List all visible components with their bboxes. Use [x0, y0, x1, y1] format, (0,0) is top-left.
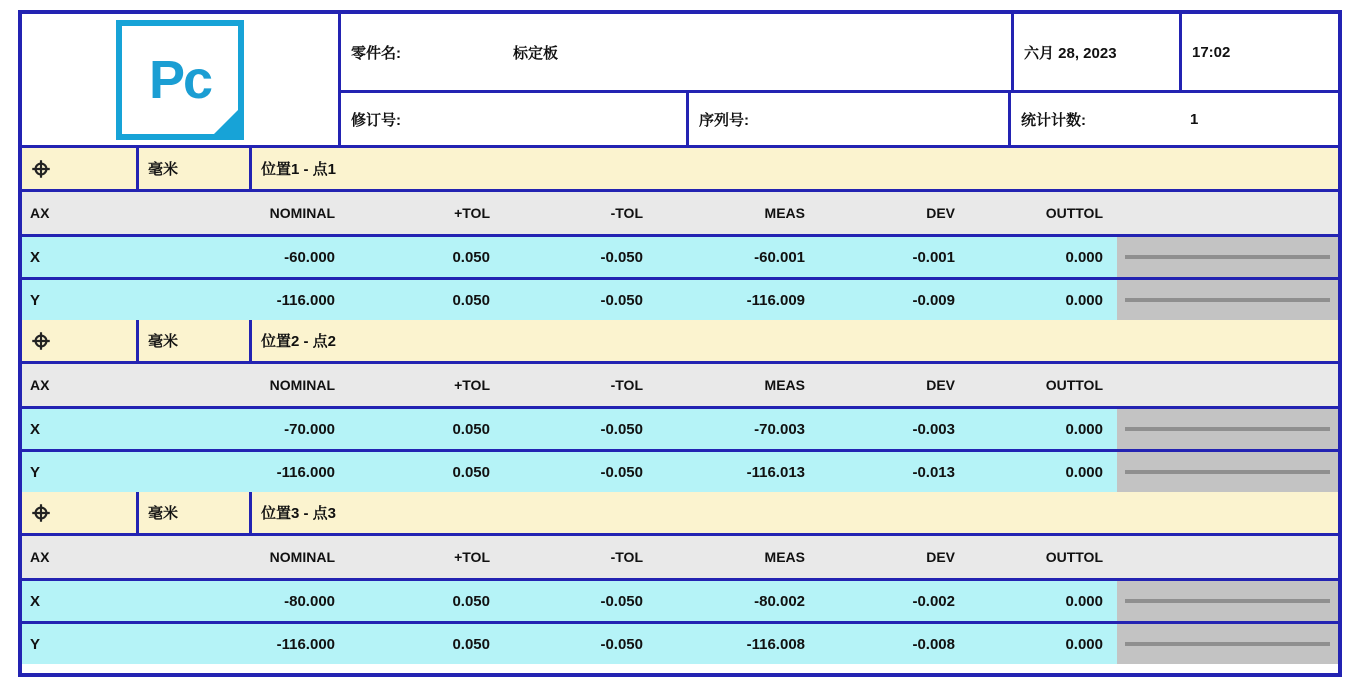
- position-symbol-cell: [22, 320, 136, 361]
- logo-text: Pc: [148, 49, 212, 110]
- axis-label: X: [30, 420, 41, 438]
- col-minus-tol: -TOL: [610, 377, 643, 393]
- outtol-value: 0.000: [1065, 248, 1103, 266]
- feature-title: 位置1 - 点1: [252, 148, 1338, 189]
- col-dev: DEV: [926, 549, 955, 565]
- dev-value: -0.013: [912, 463, 955, 481]
- meas-value: -116.009: [746, 291, 805, 309]
- outtol-value: 0.000: [1065, 635, 1103, 653]
- serial-cell: [686, 93, 1008, 145]
- dev-value: -0.002: [912, 592, 955, 610]
- outtol-value: 0.000: [1065, 592, 1103, 610]
- column-header-row: [22, 536, 1338, 581]
- outtol-value: 0.000: [1065, 291, 1103, 309]
- stats-count-label: 统计计数:: [1021, 111, 1086, 129]
- unit-label: 毫米: [139, 148, 249, 189]
- minus-tol-value: -0.050: [600, 248, 643, 266]
- serial-label: 序列号:: [699, 111, 749, 129]
- col-meas: MEAS: [764, 205, 805, 221]
- nominal-value: -116.000: [276, 635, 335, 653]
- dev-value: -0.001: [912, 248, 955, 266]
- plus-tol-value: 0.050: [452, 420, 490, 438]
- meas-value: -80.002: [754, 592, 805, 610]
- deviation-bar: [1117, 452, 1338, 492]
- part-name-label: 零件名:: [351, 44, 401, 62]
- col-nominal: NOMINAL: [269, 549, 335, 565]
- true-position-icon: [31, 503, 51, 523]
- plus-tol-value: 0.050: [452, 592, 490, 610]
- true-position-icon: [31, 159, 51, 179]
- true-position-icon: [31, 331, 51, 351]
- col-dev: DEV: [926, 205, 955, 221]
- report-page: [18, 10, 1342, 677]
- revision-label: 修订号:: [351, 111, 401, 129]
- report-header: [22, 14, 1338, 148]
- outtol-value: 0.000: [1065, 463, 1103, 481]
- feature-section: [22, 148, 1338, 320]
- unit-label: 毫米: [139, 492, 249, 533]
- section-band: [22, 492, 1338, 536]
- axis-row-y: [22, 452, 1338, 492]
- meas-value: -116.008: [746, 635, 805, 653]
- col-minus-tol: -TOL: [610, 205, 643, 221]
- deviation-bar: [1117, 237, 1338, 277]
- plus-tol-value: 0.050: [452, 463, 490, 481]
- minus-tol-value: -0.050: [600, 420, 643, 438]
- nominal-value: -70.000: [284, 420, 335, 438]
- col-meas: MEAS: [764, 549, 805, 565]
- stats-count-cell: [1008, 93, 1338, 145]
- axis-row-y: [22, 280, 1338, 320]
- axis-label: Y: [30, 463, 41, 481]
- outtol-value: 0.000: [1065, 420, 1103, 438]
- col-outtol: OUTTOL: [1045, 549, 1103, 565]
- axis-row-x: [22, 237, 1338, 280]
- axis-label: X: [30, 592, 41, 610]
- nominal-value: -116.000: [276, 463, 335, 481]
- deviation-bar: [1117, 581, 1338, 621]
- feature-section: [22, 492, 1338, 664]
- col-nominal: NOMINAL: [269, 205, 335, 221]
- col-dev: DEV: [926, 377, 955, 393]
- report-date: 六月 28, 2023: [1011, 14, 1179, 90]
- col-outtol: OUTTOL: [1045, 377, 1103, 393]
- plus-tol-value: 0.050: [452, 248, 490, 266]
- minus-tol-value: -0.050: [600, 291, 643, 309]
- minus-tol-value: -0.050: [600, 592, 643, 610]
- dev-value: -0.008: [912, 635, 955, 653]
- nominal-value: -60.000: [284, 248, 335, 266]
- section-band: [22, 148, 1338, 192]
- axis-row-x: [22, 409, 1338, 452]
- logo-fold-corner-icon: [213, 109, 239, 135]
- part-name-cell: [341, 14, 1011, 90]
- column-header-row: [22, 192, 1338, 237]
- revision-cell: [341, 93, 686, 145]
- meas-value: -116.013: [746, 463, 805, 481]
- deviation-bar: [1117, 280, 1338, 320]
- feature-section: [22, 320, 1338, 492]
- meas-value: -60.001: [754, 248, 805, 266]
- minus-tol-value: -0.050: [600, 635, 643, 653]
- report-time: 17:02: [1179, 14, 1338, 90]
- col-plus-tol: +TOL: [454, 549, 490, 565]
- plus-tol-value: 0.050: [452, 635, 490, 653]
- nominal-value: -80.000: [284, 592, 335, 610]
- col-minus-tol: -TOL: [610, 549, 643, 565]
- nominal-value: -116.000: [276, 291, 335, 309]
- unit-label: 毫米: [139, 320, 249, 361]
- meas-value: -70.003: [754, 420, 805, 438]
- dev-value: -0.003: [912, 420, 955, 438]
- deviation-bar: [1117, 624, 1338, 664]
- col-ax: AX: [30, 549, 50, 565]
- col-ax: AX: [30, 377, 50, 393]
- axis-row-y: [22, 624, 1338, 664]
- col-plus-tol: +TOL: [454, 205, 490, 221]
- feature-title: 位置3 - 点3: [252, 492, 1338, 533]
- position-symbol-cell: [22, 492, 136, 533]
- section-band: [22, 320, 1338, 364]
- deviation-bar: [1117, 409, 1338, 449]
- axis-label: X: [30, 248, 41, 266]
- plus-tol-value: 0.050: [452, 291, 490, 309]
- feature-title: 位置2 - 点2: [252, 320, 1338, 361]
- axis-label: Y: [30, 291, 41, 309]
- col-nominal: NOMINAL: [269, 377, 335, 393]
- column-header-row: [22, 364, 1338, 409]
- col-outtol: OUTTOL: [1045, 205, 1103, 221]
- pcdmis-logo-icon: [116, 20, 244, 140]
- col-plus-tol: +TOL: [454, 377, 490, 393]
- part-name-value: 标定板: [513, 44, 559, 62]
- logo-cell: [22, 14, 338, 145]
- dev-value: -0.009: [912, 291, 955, 309]
- col-ax: AX: [30, 205, 50, 221]
- header-fields: [338, 14, 1338, 145]
- minus-tol-value: -0.050: [600, 463, 643, 481]
- axis-label: Y: [30, 635, 41, 653]
- axis-row-x: [22, 581, 1338, 624]
- position-symbol-cell: [22, 148, 136, 189]
- stats-count-value: 1: [1190, 110, 1199, 128]
- col-meas: MEAS: [764, 377, 805, 393]
